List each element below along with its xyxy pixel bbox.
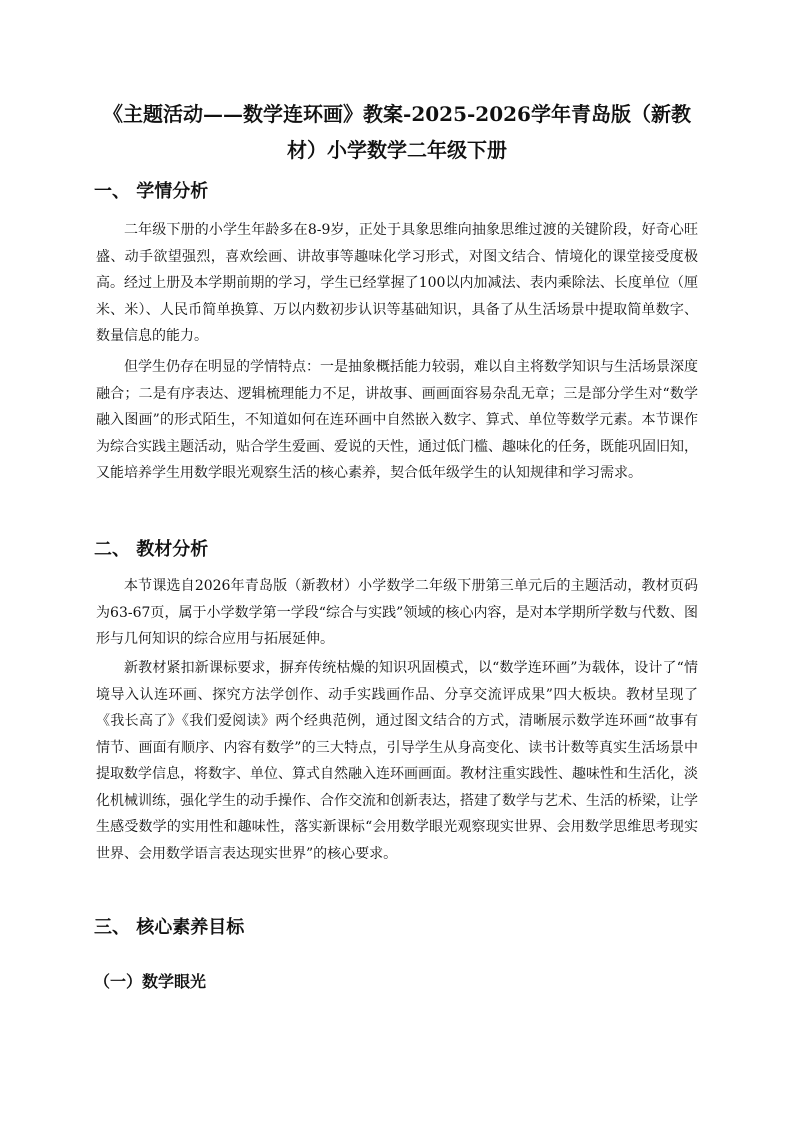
document-title: 《主题活动——数学连环画》教案-2025-2026学年青岛版（新教材）小学数学二年级下册 — [103, 102, 691, 162]
subsection-heading-math-vision: （一）数学眼光 — [94, 972, 207, 991]
paragraph: 新教材紧扣新课标要求，摒弃传统枯燥的知识巩固模式，以“数学连环画”为载体，设计了“情境导入认连环画、探究方法学创作、动手实践画作品、分享交流评成果”四大板块。教材呈现了《我长高了》《我们爱阅读》两个经典范例，通过图文结合的方式，清晰展示数学连环画“故事有情节、画面有顺序、内容有数学”的三大特点，引导学生从身高变化、读书计数等真实生活场景中提取数学信息，将数字、单位、算式自然融入连环画画面。教材注重实践性、趣味性和生活化，淡化机械训练，强化学生的动手操作、合作交流和创新表达，搭建了数学与艺术、生活的桥梁，让学生感受数学的实用性和趣味性，落实新课标“会用数学眼光观察现实世界、会用数学思维思考现实世界、会用数学语言表达现实世界”的核心要求。 — [96, 660, 698, 862]
section-heading-learning-analysis: 一、 学情分析 — [94, 181, 209, 202]
paragraph: 二年级下册的小学生年龄多在8-9岁，正处于具象思维向抽象思维过渡的关键阶段，好奇心旺盛、动手欲望强烈，喜欢绘画、讲故事等趣味化学习形式，对图文结合、情境化的课堂接受度极高。经过上册及本学期前期的学习，学生已经掌握了100以内加减法、表内乘除法、长度单位（厘米、米）、人民币简单换算、万以内数初步认识等基础知识，具备了从生活场景中提取简单数字、数量信息的能力。 — [96, 222, 698, 344]
section-heading-textbook-analysis: 二、 教材分析 — [94, 539, 209, 560]
paragraph: 但学生仍存在明显的学情特点：一是抽象概括能力较弱，难以自主将数学知识与生活场景深度融合；二是有序表达、逻辑梳理能力不足，讲故事、画画面容易杂乱无章；三是部分学生对“数学融入图画”的形式陌生，不知道如何在连环画中自然嵌入数字、算式、单位等数学元素。本节课作为综合实践主题活动，贴合学生爱画、爱说的天性，通过低门槛、趣味化的任务，既能巩固旧知，又能培养学生用数学眼光观察生活的核心素养，契合低年级学生的认知规律和学习需求。 — [96, 359, 698, 481]
paragraph: 本节课选自2026年青岛版（新教材）小学数学二年级下册第三单元后的主题活动，教材页码为63-67页，属于小学数学第一学段“综合与实践”领域的核心内容，是对本学期所学数与代数、图形与几何知识的综合应用与拓展延伸。 — [96, 578, 698, 647]
section-heading-core-competency-goals: 三、 核心素养目标 — [94, 917, 245, 938]
